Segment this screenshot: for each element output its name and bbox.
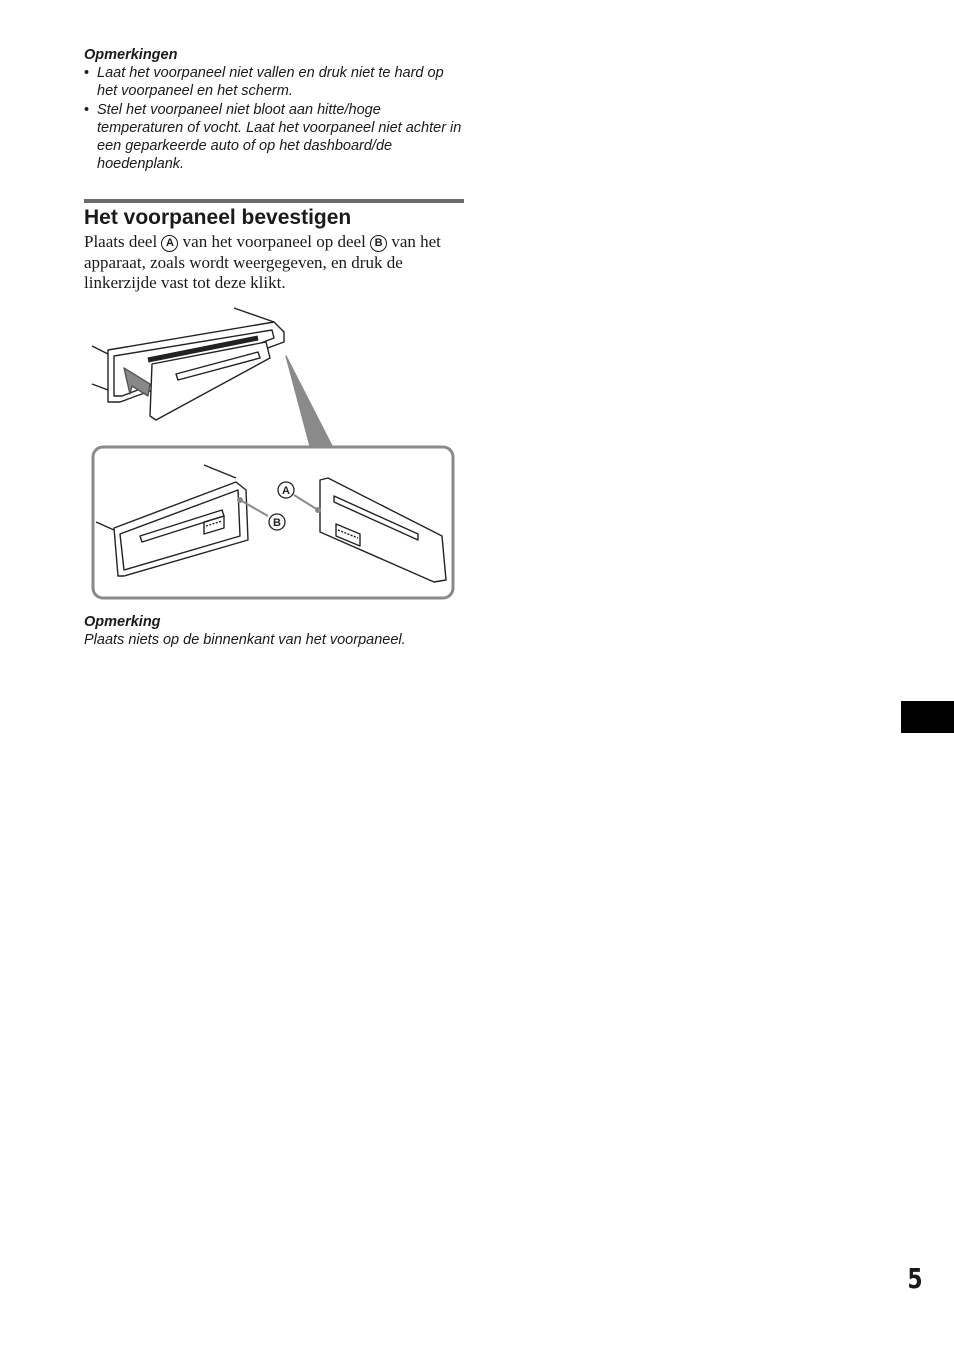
notes-bottom	[84, 613, 484, 650]
label-b-text: B	[273, 517, 281, 529]
note-item: • Laat het voorpaneel niet vallen en druk niet te hard op het voorpaneel en het scherm.	[84, 65, 444, 100]
notes-title: Opmerkingen	[84, 47, 178, 63]
note-text: Plaats niets op de binnenkant van het voorpaneel.	[84, 632, 406, 648]
section-heading: Het voorpaneel bevestigen	[84, 206, 352, 229]
section-tab-marker	[901, 701, 954, 733]
note-title: Opmerking	[84, 614, 161, 630]
section-body: Plaats deel A van het voorpaneel op deel B van het apparaat, zoals wordt weergegeven, en druk de linkerzijde vast tot deze klikt.	[84, 232, 441, 292]
marker-a: A	[161, 235, 178, 252]
notes-top	[84, 46, 464, 174]
page-number: 5	[907, 1262, 923, 1295]
notes-list	[84, 64, 464, 174]
label-b-marker	[269, 514, 285, 530]
label-a-marker	[278, 482, 294, 498]
front-panel-illustration	[88, 302, 460, 604]
note-item: • Stel het voorpaneel niet bloot aan hitte/hoge temperaturen of vocht. Laat het voorpaneel niet achter in een geparkeerde auto of op het dashboard/de hoedenplank.	[84, 101, 462, 173]
marker-b: B	[370, 235, 387, 252]
section-rule	[84, 199, 464, 203]
label-a-text: A	[282, 485, 290, 497]
